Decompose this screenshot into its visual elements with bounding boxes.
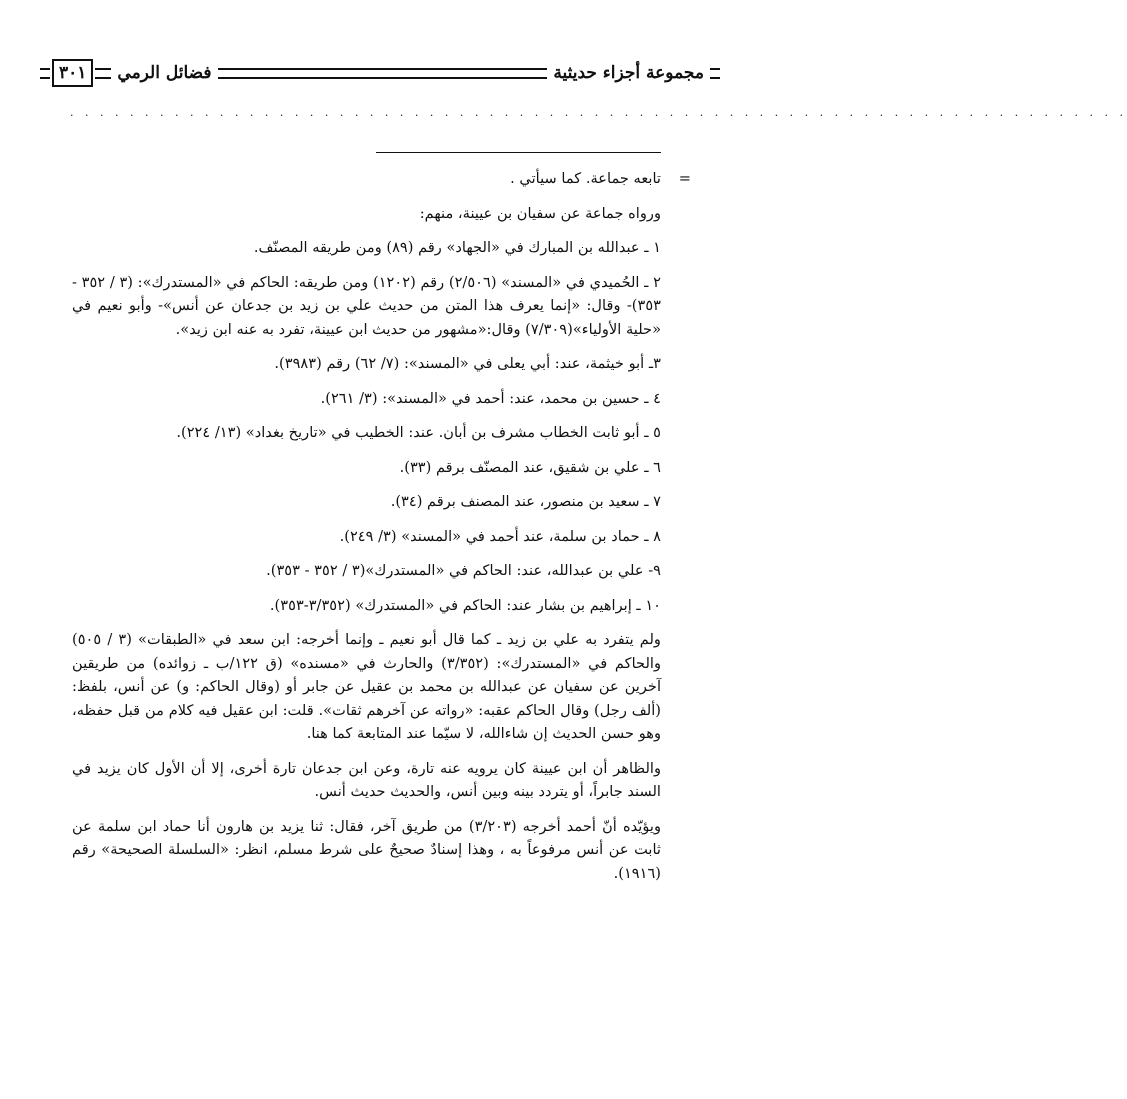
header-rule: [95, 68, 111, 79]
list-item: ٣ـ أبو خيثمة، عند: أبي يعلى في «المسند»: (٧/ ٦٢) رقم (٣٩٨٣).: [274, 355, 661, 372]
dotted-separator: . . . . . . . . . . . . . . . . . . . . . . . . . . . . . . . . . . . . . . . . . . . . . . . . . . . . . . . . . . . . . . . . . . . . . . .: [70, 106, 1127, 119]
header-rule: [218, 68, 548, 79]
paragraph: ويؤيّده أنّ أحمد أخرجه (٣/٢٠٣) من طريق آخر، فقال: ثنا يزيد بن هارون أنا حماد ابن سلمة عن ثابت عن أنس مرفوعاً به ، وهذا إسنادٌ صحيحٌ على شرط مسلم، انظر: «السلسلة الصحيحة» رقم (١٩١٦).: [72, 817, 661, 882]
list-item: ٩- علي بن عبدالله، عند: الحاكم في «المستدرك»(٣ / ٣٥٢ - ٣٥٣).: [266, 562, 661, 579]
list-item: ٧ ـ سعيد بن منصور، عند المصنف برقم (٣٤).: [390, 493, 661, 510]
footnote-body: [72, 167, 691, 896]
running-header: [38, 56, 722, 90]
paragraph: ولم يتفرد به علي بن زيد ـ كما قال أبو نعيم ـ وإنما أخرجه: ابن سعد في «الطبقات» (٣ / ٥٠٥) والحاكم في «المستدرك»: (٣/٣٥٢) والحارث في «مسنده» (ق ١٢٢/ب ـ زوائده) من طريقين آخرين عن سفيان عن عبدالله بن محمد بن عقيل عن جابر أو (وقال الحاكم: و) عن أنس، بلفظ: (ألف رجل) وقال الحاكم عقبه: «رواته عن آخرهم ثقات». قلت: ابن عقيل فيه كلام من قبل حفظه، وهو حسن الحديث إن شاءالله، لا سيّما عند المتابعة كما هنا.: [72, 631, 662, 742]
header-chapter-title: فضائل الرمي: [117, 63, 212, 83]
paragraph: [72, 167, 691, 191]
continuation-mark: =: [678, 170, 691, 187]
list-item: ٢ ـ الحُميدي في «المسند» (٢/٥٠٦) رقم (١٢٠٢) ومن طريقه: الحاكم في «المستدرك»: (٣ / ٣٥٢ - ٣٥٣)- وقال: «إنما يعرف هذا المتن من حديث علي بن زيد بن جدعان عن أنس»- وأبو نعيم في «حلية الأولياء»(٧/٣٠٩) وقال:«مشهور من حديث ابن عيينة، تفرد به عنه ابن زيد».: [72, 273, 661, 338]
list-item: ١ ـ عبدالله بن المبارك في «الجهاد» رقم (٨٩) ومن طريقه المصنّف.: [253, 239, 661, 256]
paragraph: والظاهر أن ابن عيينة كان يرويه عنه تارة، وعن ابن جدعان تارة أخرى، إلا أن الأول كان يزيد في السند جابراً، أو يتردد بينه وبين أنس، والحديث حديث أنس.: [72, 759, 661, 800]
list-item: ٤ ـ حسين بن محمد، عند: أحمد في «المسند»: (٣/ ٢٦١).: [320, 389, 661, 407]
paragraph-text: تابعه جماعة. كما سيأتي .: [510, 170, 661, 187]
list-item: ٥ ـ أبو ثابت الخطاب مشرف بن أبان. عند: الخطيب في «تاريخ بغداد» (١٣/ ٢٢٤).: [176, 424, 661, 441]
header-book-title: مجموعة أجزاء حديثية: [553, 63, 704, 83]
header-rule: [710, 68, 720, 79]
footnote-rule: [376, 152, 661, 153]
list-item: ٦ ـ علي بن شقيق، عند المصنّف برقم (٣٣).: [399, 458, 661, 476]
paragraph: ورواه جماعة عن سفيان بن عيينة، منهم:: [419, 204, 661, 222]
list-item: ٨ ـ حماد بن سلمة، عند أحمد في «المسند» (٣/ ٢٤٩).: [339, 527, 661, 545]
list-item: ١٠ ـ إبراهيم بن بشار عند: الحاكم في «المستدرك» (٣/٣٥٢-٣٥٣).: [269, 596, 661, 614]
header-rule: [40, 68, 50, 79]
page-number: ٣٠١: [52, 59, 93, 87]
